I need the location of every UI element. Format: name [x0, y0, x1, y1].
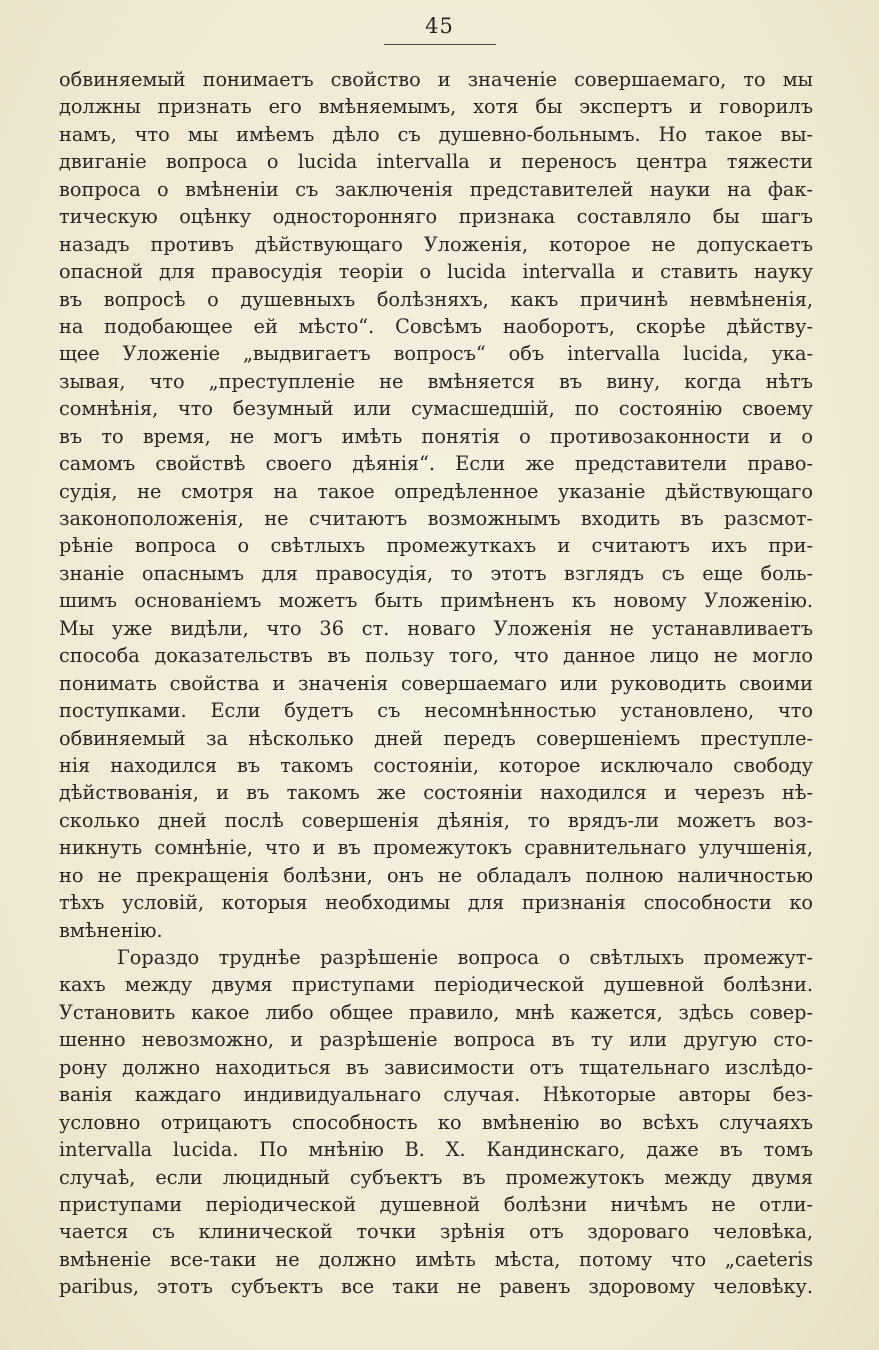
text-line: дѣйствованія, и въ такомъ же состояніи находился и черезъ нѣ- — [59, 781, 813, 805]
text-line: сколько дней послѣ совершенія дѣянія, то врядъ-ли можетъ воз- — [59, 808, 813, 832]
header-rule — [384, 44, 496, 45]
text-line: вмѣненіе все-таки не должно имѣть мѣста, потому что „caeteris — [59, 1247, 813, 1271]
text-line: поступками. Если будетъ съ несомнѣнностью установлено, что — [59, 699, 813, 723]
text-line: Мы уже видѣли, что 36 ст. новаго Уложенія не устанавливаетъ — [59, 616, 813, 640]
text-line: знаніе опаснымъ для правосудія, то этотъ взглядъ съ еще боль- — [59, 561, 813, 585]
text-line: приступами періодической душевной болѣзни ничѣмъ не отли- — [59, 1192, 813, 1216]
body-text — [59, 66, 813, 1301]
text-line: тическую оцѣнку односторонняго признака составляло бы шагъ — [59, 205, 813, 229]
text-line: двиганіе вопроса о lucida intervalla и переносъ центра тяжести — [59, 150, 813, 174]
text-line: но не прекращенія болѣзни, онъ не обладалъ полною наличностью — [59, 863, 813, 887]
text-line: рону должно находиться въ зависимости отъ тщательнаго изслѣдо- — [59, 1055, 813, 1079]
page-number: 45 — [425, 14, 454, 38]
text-line: намъ, что мы имѣемъ дѣло съ душевно-больнымъ. Но такое вы- — [59, 122, 813, 146]
text-line: понимать свойства и значенія совершаемаго или руководить своими — [59, 671, 813, 695]
text-line: intervalla lucida. По мнѣнію В. Х. Кандинскаго, даже въ томъ — [59, 1138, 813, 1162]
paragraph-2 — [59, 944, 813, 1301]
text-line: на подобающее ей мѣсто“. Совсѣмъ наоборотъ, скорѣе дѣйству- — [59, 314, 813, 338]
text-line: Установить какое либо общее правило, мнѣ кажется, здѣсь совер- — [59, 1000, 813, 1024]
text-line: въ то время, не могъ имѣть понятія о противозаконности и о — [59, 424, 813, 448]
text-line: судія, не смотря на такое опредѣленное указаніе дѣйствующаго — [59, 479, 813, 503]
text-line: зывая, что „преступленіе не вмѣняется въ вину, когда нѣтъ — [59, 369, 813, 393]
paragraph-1 — [59, 66, 813, 944]
text-line: самомъ свойствѣ своего дѣянія“. Если же представители право- — [59, 452, 813, 476]
text-line: шенно невозможно, и разрѣшеніе вопроса въ ту или другую сто- — [59, 1028, 813, 1052]
text-line: вопроса о вмѣненіи съ заключенія представителей науки на фак- — [59, 177, 813, 201]
text-line: законоположенія, не считаютъ возможнымъ входить въ разсмот- — [59, 507, 813, 530]
text-line: обвиняемый за нѣсколько дней передъ совершеніемъ преступле- — [59, 726, 813, 750]
text-line: условно отрицаютъ способность ко вмѣненію во всѣхъ случаяхъ — [59, 1110, 813, 1134]
text-line: щее Уложеніе „выдвигаетъ вопросъ“ объ intervalla lucida, ука- — [59, 342, 813, 366]
text-line: должны признать его вмѣняемымъ, хотя бы экспертъ и говорилъ — [59, 95, 813, 119]
text-line: въ вопросѣ о душевныхъ болѣзняхъ, какъ причинѣ невмѣненія, — [59, 287, 813, 311]
text-line: нія находился въ такомъ состояніи, которое исключало свободу — [59, 753, 813, 777]
text-line: вмѣненію. — [59, 918, 163, 942]
text-line: обвиняемый понимаетъ свойство и значеніе совершаемаго, то мы — [59, 68, 813, 91]
text-line: ванія каждаго индивидуальнаго случая. Нѣкоторые авторы без- — [59, 1083, 813, 1107]
text-line: рѣніе вопроса о свѣтлыхъ промежуткахъ и считаютъ ихъ при- — [59, 534, 813, 558]
text-line: случаѣ, если люцидный субъектъ въ промежутокъ между двумя — [59, 1165, 813, 1189]
text-line: способа доказательствъ въ пользу того, что данное лицо не могло — [59, 644, 813, 668]
text-line: тѣхъ условій, которыя необходимы для признанія способности ко — [59, 891, 813, 915]
text-line: Гораздо труднѣе разрѣшеніе вопроса о свѣтлыхъ промежут- — [117, 946, 813, 969]
text-line: опасной для правосудія теоріи о lucida intervalla и ставить науку — [59, 260, 813, 284]
text-line: никнуть сомнѣніе, что и въ промежутокъ сравнительнаго улучшенія, — [59, 836, 813, 860]
text-line: кахъ между двумя приступами періодической душевной болѣзни. — [59, 973, 813, 997]
text-line: чается съ клинической точки зрѣнія отъ здороваго человѣка, — [59, 1220, 813, 1244]
text-line: назадъ противъ дѣйствующаго Уложенія, которое не допускаетъ — [59, 232, 813, 256]
text-line: шимъ основаніемъ можетъ быть примѣненъ къ новому Уложенію. — [59, 589, 813, 613]
text-line: paribus, этотъ субъектъ все таки не равенъ здоровому человѣку. — [59, 1275, 813, 1299]
text-line: сомнѣнія, что безумный или сумасшедшій, по состоянію своему — [59, 397, 813, 421]
